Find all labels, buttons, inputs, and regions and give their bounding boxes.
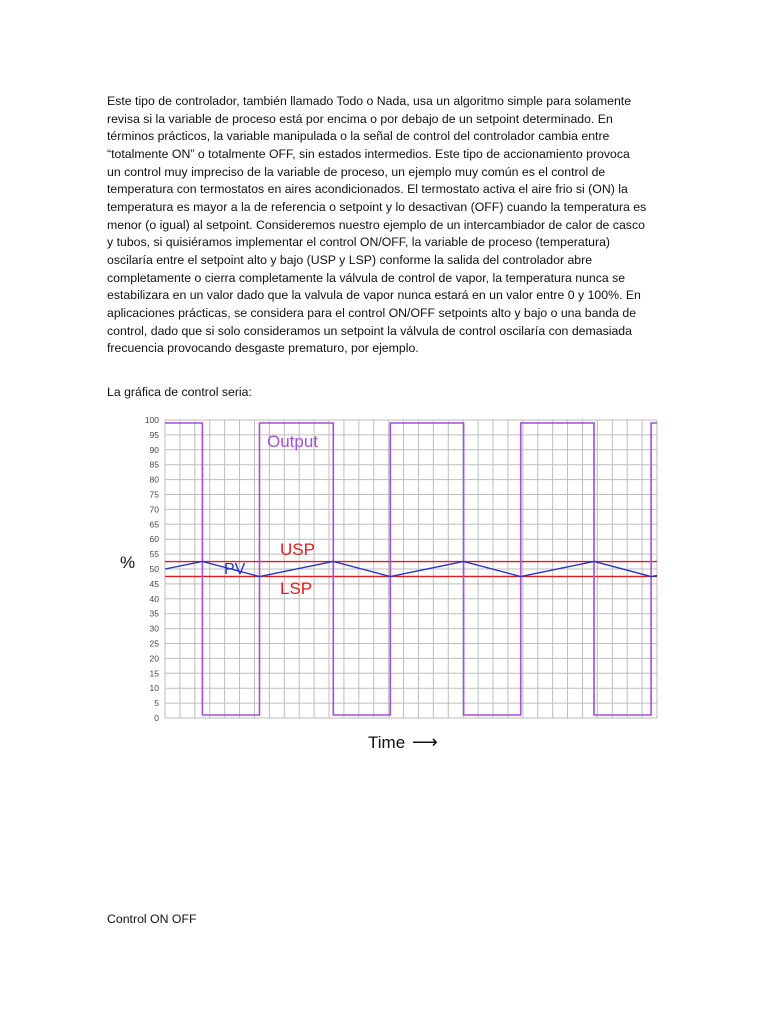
paragraph-line: frecuencia provocando desgaste prematuro, por ejemplo. — [107, 341, 419, 356]
y-tick-label: 30 — [149, 623, 159, 634]
y-tick-label: 60 — [149, 534, 159, 545]
paragraph-line: menor (o igual) al setpoint. Consideremos nuestro ejemplo de un intercambiador de calor de casco — [107, 217, 645, 232]
y-tick-label: 85 — [149, 459, 159, 470]
y-tick-label: 95 — [149, 429, 159, 440]
y-tick-label: 20 — [149, 653, 159, 664]
usp-annotation: USP — [280, 540, 315, 559]
paragraph-line: temperatura con termostatos en aires acondicionados. El termostato activa el aire frio si (ON) la — [107, 182, 628, 197]
y-tick-label: 45 — [149, 578, 159, 589]
paragraph-line: control, dado que si solo consideramos un setpoint la válvula de control oscilaría con demasiada — [107, 323, 632, 338]
lsp-annotation: LSP — [280, 579, 313, 598]
y-tick-label: 50 — [149, 564, 159, 574]
paragraph-line: un control muy impreciso de la variable de proceso, un ejemplo muy común es el control de — [107, 164, 606, 179]
x-axis-label: Time — [368, 733, 406, 752]
chart-caption: La gráfica de control seria: — [107, 385, 252, 399]
paragraph-line: estabilizara en un valor dado que la valvula de vapor nunca estará en un valor entre 0 y 100%. En — [107, 288, 641, 303]
y-tick-label: 15 — [149, 668, 159, 679]
y-axis-label: % — [120, 553, 136, 572]
y-tick-label: 75 — [149, 489, 159, 500]
paragraph-line: completamente o cierra completamente la válvula de control de vapor, la temperatura nunca se — [107, 270, 626, 285]
y-tick-label: 5 — [154, 698, 159, 709]
output-annotation: Output — [267, 432, 319, 451]
y-tick-label: 70 — [149, 504, 159, 515]
y-tick-label: 40 — [149, 593, 159, 604]
paragraph-line: temperatura es mayor a la de referencia o setpoint y lo desactivan (OFF) cuando la temperatura es — [107, 199, 647, 214]
y-tick-label: 55 — [149, 549, 159, 560]
paragraph-line: términos prácticos, la variable manipulada o la señal de control del controlador cambia entre — [107, 129, 610, 144]
paragraph-line: revisa si la variable de proceso está por encima o por debajo de un setpoint determinado. En — [107, 111, 613, 126]
pv-annotation: PV — [224, 561, 246, 578]
paragraph-line: “totalmente ON” o totalmente OFF, sin estados intermedios. Este tipo de accionamiento provoca — [107, 146, 630, 161]
paragraph-line: oscilaría entre el setpoint alto y bajo (USP y LSP) conforme la salida del controlador abre — [107, 252, 593, 267]
y-tick-label: 10 — [149, 683, 159, 694]
section-label: Control ON OFF — [107, 912, 197, 926]
y-tick-label: 0 — [154, 713, 159, 723]
y-tick-label: 35 — [149, 608, 159, 619]
y-tick-label: 80 — [149, 474, 159, 485]
y-tick-label: 100 — [144, 415, 159, 425]
y-tick-label: 25 — [149, 638, 159, 649]
paragraph-line: Este tipo de controlador, también llamado Todo o Nada, usa un algoritmo simple para solamente — [107, 94, 632, 108]
y-tick-labels — [145, 415, 159, 723]
y-tick-label: 90 — [149, 444, 159, 455]
y-tick-label: 65 — [149, 519, 159, 530]
body-paragraph — [107, 93, 662, 358]
paragraph-line: aplicaciones prácticas, se considera para el control ON/OFF setpoints alto y bajo o una banda de — [107, 305, 637, 320]
paragraph-line: y tubos, si quisiéramos implementar el control ON/OFF, la variable de proceso (temperatura) — [107, 235, 611, 250]
arrow-right-icon: ⟶ — [412, 732, 438, 752]
onoff-control-chart — [100, 410, 670, 755]
